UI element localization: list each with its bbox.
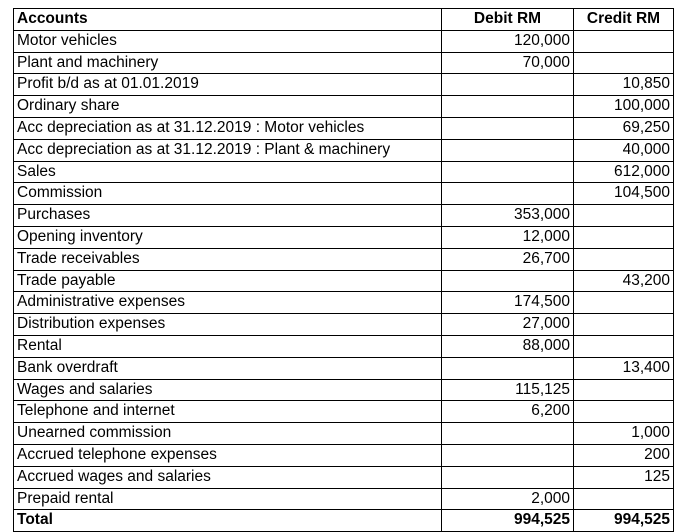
table-row [14, 379, 674, 401]
table-row [14, 117, 674, 139]
table-row [14, 335, 674, 357]
account-name-cell: Bank overdraft [14, 357, 442, 379]
credit-amount-cell [574, 314, 674, 336]
credit-amount-cell: 43,200 [574, 270, 674, 292]
table-row [14, 466, 674, 488]
debit-amount-cell: 6,200 [442, 401, 574, 423]
credit-amount-cell: 1,000 [574, 423, 674, 445]
credit-amount-cell [574, 30, 674, 52]
account-name-cell: Acc depreciation as at 31.12.2019 : Motor vehicles [14, 117, 442, 139]
table-row [14, 401, 674, 423]
debit-amount-cell: 2,000 [442, 488, 574, 510]
table-row [14, 248, 674, 270]
account-name-cell: Opening inventory [14, 226, 442, 248]
debit-amount-cell: 70,000 [442, 52, 574, 74]
debit-amount-cell [442, 270, 574, 292]
credit-amount-cell [574, 52, 674, 74]
table-row [14, 96, 674, 118]
debit-amount-cell: 353,000 [442, 205, 574, 227]
table-row [14, 205, 674, 227]
credit-amount-cell [574, 248, 674, 270]
table-row [14, 74, 674, 96]
account-name-cell: Prepaid rental [14, 488, 442, 510]
credit-amount-cell [574, 401, 674, 423]
account-name-cell: Unearned commission [14, 423, 442, 445]
debit-amount-cell: 115,125 [442, 379, 574, 401]
table-row [14, 357, 674, 379]
total-label: Total [14, 510, 442, 532]
credit-amount-cell [574, 292, 674, 314]
credit-amount-cell [574, 226, 674, 248]
accounts-column-header: Accounts [14, 9, 442, 31]
account-name-cell: Commission [14, 183, 442, 205]
account-name-cell: Motor vehicles [14, 30, 442, 52]
table-row [14, 30, 674, 52]
debit-amount-cell [442, 74, 574, 96]
account-name-cell: Trade payable [14, 270, 442, 292]
credit-amount-cell: 69,250 [574, 117, 674, 139]
total-credit: 994,525 [574, 510, 674, 532]
debit-amount-cell: 174,500 [442, 292, 574, 314]
debit-amount-cell [442, 444, 574, 466]
credit-amount-cell [574, 205, 674, 227]
credit-amount-cell: 612,000 [574, 161, 674, 183]
table-body [14, 30, 674, 510]
table-row [14, 292, 674, 314]
debit-amount-cell [442, 161, 574, 183]
debit-amount-cell [442, 117, 574, 139]
table-row [14, 52, 674, 74]
credit-amount-cell: 10,850 [574, 74, 674, 96]
table-row [14, 183, 674, 205]
table-row [14, 488, 674, 510]
account-name-cell: Administrative expenses [14, 292, 442, 314]
account-name-cell: Trade receivables [14, 248, 442, 270]
table-row [14, 226, 674, 248]
credit-amount-cell: 125 [574, 466, 674, 488]
account-name-cell: Sales [14, 161, 442, 183]
table-row [14, 139, 674, 161]
debit-column-header: Debit RM [442, 9, 574, 31]
account-name-cell: Telephone and internet [14, 401, 442, 423]
table-row [14, 423, 674, 445]
debit-amount-cell [442, 357, 574, 379]
table-row [14, 270, 674, 292]
account-name-cell: Ordinary share [14, 96, 442, 118]
account-name-cell: Profit b/d as at 01.01.2019 [14, 74, 442, 96]
account-name-cell: Distribution expenses [14, 314, 442, 336]
credit-amount-cell [574, 335, 674, 357]
credit-amount-cell: 40,000 [574, 139, 674, 161]
account-name-cell: Wages and salaries [14, 379, 442, 401]
trial-balance-table [13, 8, 674, 532]
table-row [14, 161, 674, 183]
credit-amount-cell: 104,500 [574, 183, 674, 205]
credit-amount-cell: 100,000 [574, 96, 674, 118]
debit-amount-cell: 27,000 [442, 314, 574, 336]
credit-column-header: Credit RM [574, 9, 674, 31]
account-name-cell: Rental [14, 335, 442, 357]
account-name-cell: Accrued wages and salaries [14, 466, 442, 488]
credit-amount-cell: 200 [574, 444, 674, 466]
account-name-cell: Accrued telephone expenses [14, 444, 442, 466]
account-name-cell: Purchases [14, 205, 442, 227]
table-row [14, 314, 674, 336]
account-name-cell: Plant and machinery [14, 52, 442, 74]
debit-amount-cell: 12,000 [442, 226, 574, 248]
account-name-cell: Acc depreciation as at 31.12.2019 : Plant & machinery [14, 139, 442, 161]
debit-amount-cell: 120,000 [442, 30, 574, 52]
debit-amount-cell [442, 139, 574, 161]
total-row [14, 510, 674, 532]
credit-amount-cell [574, 488, 674, 510]
debit-amount-cell [442, 423, 574, 445]
credit-amount-cell: 13,400 [574, 357, 674, 379]
debit-amount-cell [442, 96, 574, 118]
table-row [14, 444, 674, 466]
header-row [14, 9, 674, 31]
credit-amount-cell [574, 379, 674, 401]
debit-amount-cell: 26,700 [442, 248, 574, 270]
debit-amount-cell [442, 183, 574, 205]
total-debit: 994,525 [442, 510, 574, 532]
debit-amount-cell: 88,000 [442, 335, 574, 357]
debit-amount-cell [442, 466, 574, 488]
